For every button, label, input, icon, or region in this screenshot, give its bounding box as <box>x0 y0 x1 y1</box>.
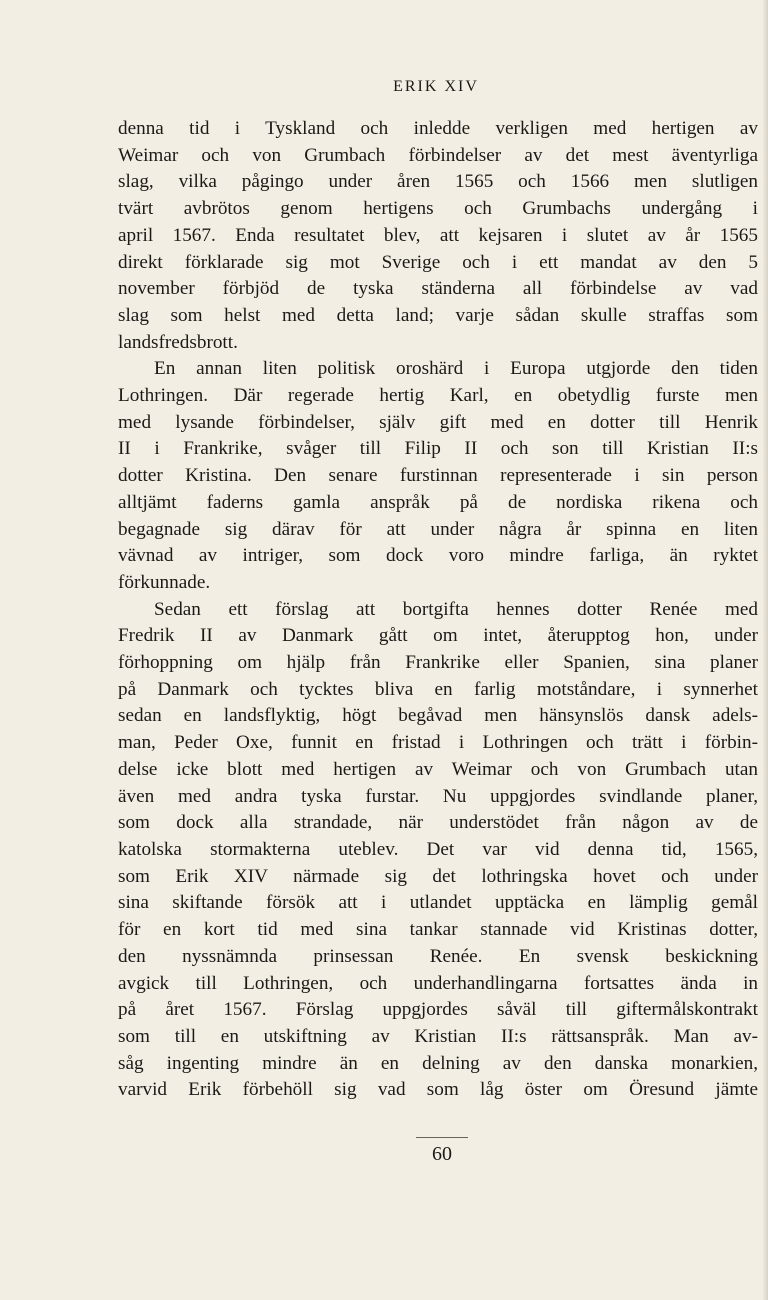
text-line: slag som helst med detta land; varje sådan skulle straffas som <box>118 304 758 326</box>
page-number: 60 <box>432 1143 452 1165</box>
text-line: varvid Erik förbehöll sig vad som låg öster om Öresund jämte <box>118 1079 758 1101</box>
paragraph <box>118 116 758 356</box>
text-line: dotter Kristina. Den senare furstinnan representerade i sin person <box>118 465 758 487</box>
text-line: II i Frankrike, svåger till Filip II och son till Kristian II:s <box>118 438 758 460</box>
text-line: sina skiftande försök att i utlandet upptäcka en lämplig gemål <box>118 892 758 914</box>
footer-rule <box>416 1137 468 1138</box>
text-line: med lysande förbindelser, själv gift med en dotter till Henrik <box>118 411 758 433</box>
text-line: Sedan ett förslag att bortgifta hennes dotter Renée med <box>154 598 758 620</box>
text-line: som Erik XIV närmade sig det lothringska hovet och under <box>118 865 758 887</box>
paragraph <box>118 356 758 596</box>
text-line: november förbjöd de tyska ständerna all förbindelse av vad <box>118 278 758 300</box>
text-line: såg ingenting mindre än en delning av den danska monarkien, <box>118 1052 758 1074</box>
text-line: En annan liten politisk oroshärd i Europa utgjorde den tiden <box>154 358 758 380</box>
text-line: vävnad av intriger, som dock voro mindre farliga, än ryktet <box>118 545 758 567</box>
text-line: som dock alla strandade, när understödet från någon av de <box>118 812 758 834</box>
text-line: begagnade sig därav för att under några år spinna en liten <box>118 518 758 540</box>
text-line: april 1567. Enda resultatet blev, att kejsaren i slutet av år 1565 <box>118 224 758 246</box>
text-line: på året 1567. Förslag uppgjordes såväl till giftermålskontrakt <box>118 999 758 1021</box>
text-line: förhoppning om hjälp från Frankrike eller Spanien, sina planer <box>118 652 758 674</box>
text-line: på Danmark och tycktes bliva en farlig motståndare, i synnerhet <box>118 678 758 700</box>
text-line: även med andra tyska furstar. Nu uppgjordes svindlande planer, <box>118 785 758 807</box>
text-line: katolska stormakterna uteblev. Det var vid denna tid, 1565, <box>118 838 758 860</box>
text-line: man, Peder Oxe, funnit en fristad i Lothringen och trätt i förbin- <box>118 732 758 754</box>
text-line: Lothringen. Där regerade hertig Karl, en obetydlig furste men <box>118 385 758 407</box>
text-line: Weimar och von Grumbach förbindelser av det mest äventyrliga <box>118 144 758 166</box>
text-line: slag, vilka pågingo under åren 1565 och 1566 men slutligen <box>118 171 758 193</box>
text-line: delse icke blott med hertigen av Weimar och von Grumbach utan <box>118 758 758 780</box>
text-line: förkunnade. <box>118 571 211 593</box>
text-line: alltjämt faderns gamla anspråk på de nordiska rikena och <box>118 491 758 513</box>
text-line: direkt förklarade sig mot Sverige och i ett mandat av den 5 <box>118 251 758 273</box>
page-edge-shadow <box>762 0 768 1300</box>
text-line: den nyssnämnda prinsessan Renée. En svensk beskickning <box>118 945 758 967</box>
body-text <box>118 116 758 1104</box>
paragraph <box>118 597 758 1104</box>
text-line: avgick till Lothringen, och underhandlingarna fortsattes ända in <box>118 972 758 994</box>
text-line: denna tid i Tyskland och inledde verkligen med hertigen av <box>118 118 758 139</box>
text-line: Fredrik II av Danmark gått om intet, återupptog hon, under <box>118 625 758 647</box>
text-line: som till en utskiftning av Kristian II:s rättsanspråk. Man av- <box>118 1025 758 1047</box>
running-header: ERIK XIV <box>393 78 479 95</box>
text-line: landsfredsbrott. <box>118 331 238 353</box>
text-line: sedan en landsflyktig, högt begåvad men hänsynslös dansk adels- <box>118 705 758 727</box>
text-line: för en kort tid med sina tankar stannade vid Kristinas dotter, <box>118 919 758 941</box>
text-line: tvärt avbrötos genom hertigens och Grumbachs undergång i <box>118 198 758 220</box>
